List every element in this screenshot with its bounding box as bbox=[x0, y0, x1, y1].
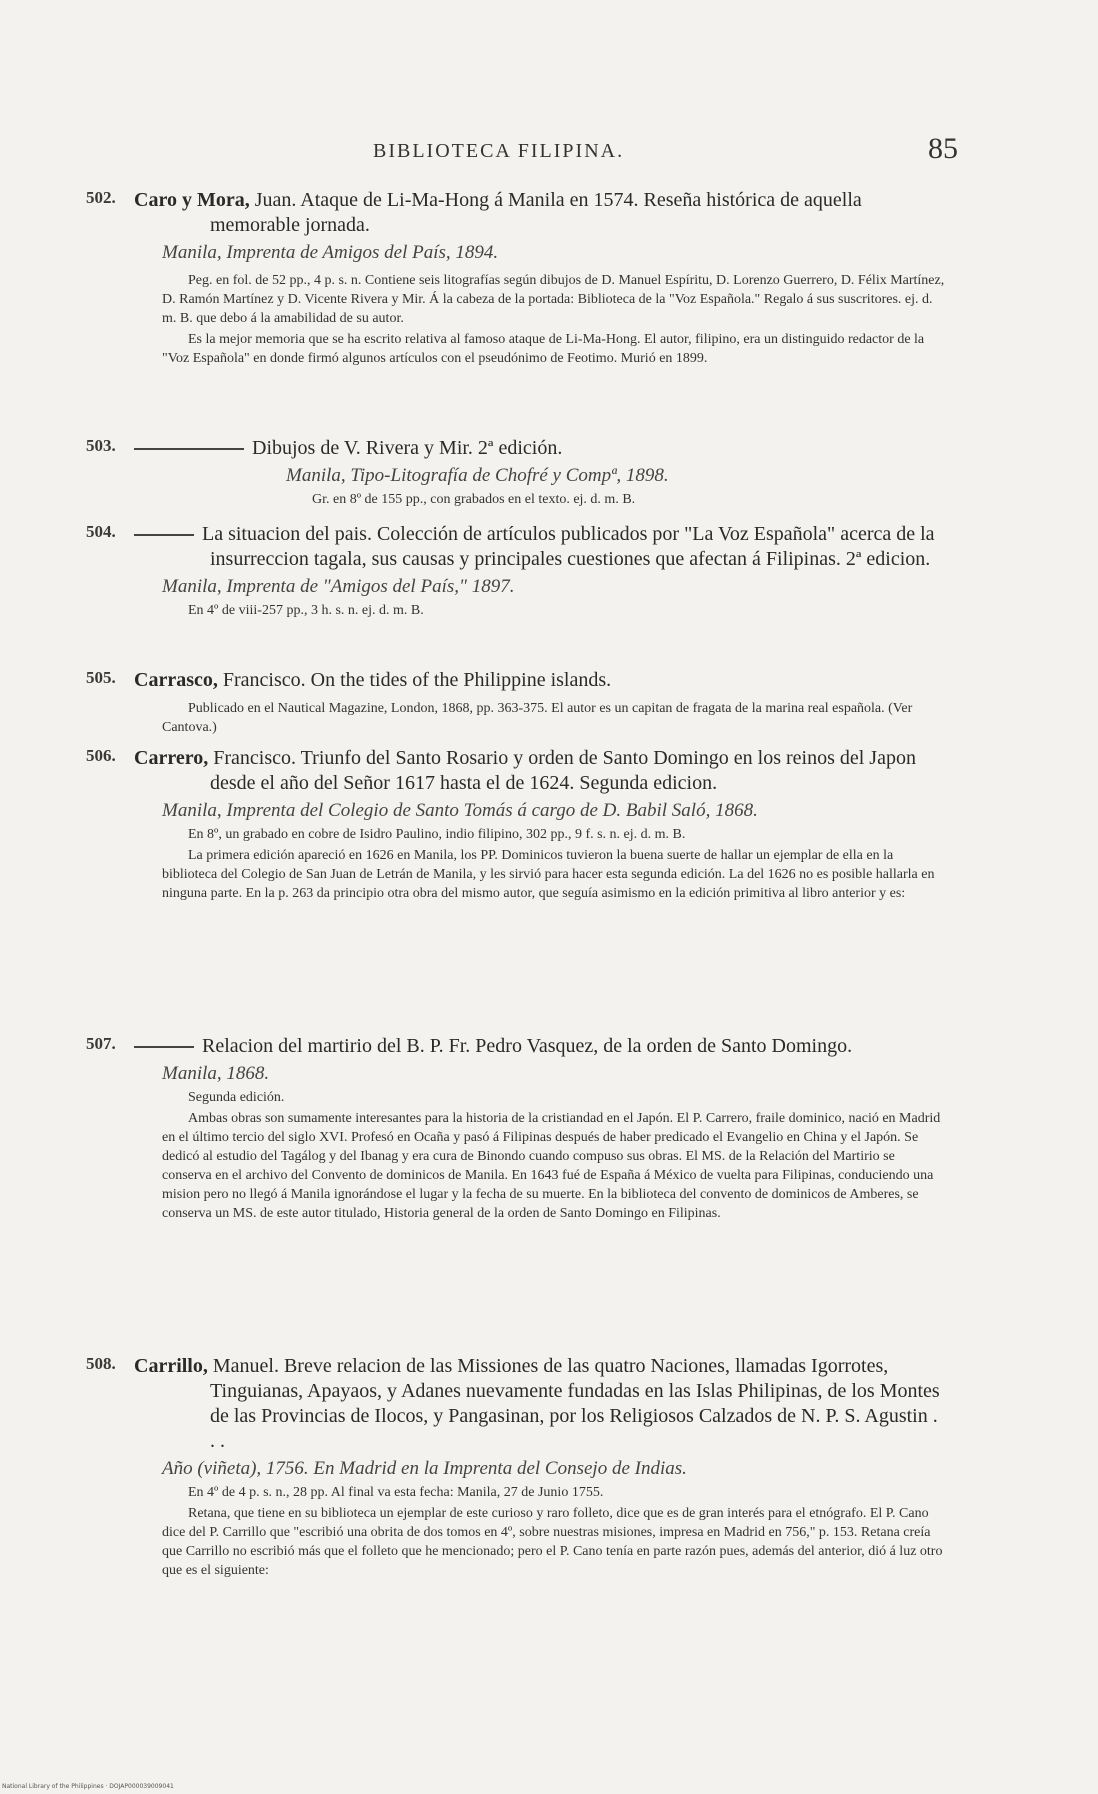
entry-note: Peg. en fol. de 52 pp., 4 p. s. n. Contiene seis litografías según dibujos de D. Manuel Espíritu, D. Lorenzo Guerrero, D. Félix Martínez, D. Ramón Martínez y D. Vicente Rivera y Mir. Á la cabeza de la portada: Biblioteca de la "Voz Española." Regalo á sus suscritores. ej. d. m. B. que debo á la amabilidad de su autor. bbox=[162, 273, 945, 326]
entry-heading bbox=[134, 522, 946, 572]
entry-title: Relacion del martirio del B. P. Fr. Pedro Vasquez, de la orden de Santo Domingo. bbox=[202, 1035, 853, 1057]
ditto-dash bbox=[134, 448, 244, 450]
entry-title: Breve relacion de las Missiones de las quatro Naciones, llamadas Igorrotes, Tinguianas, Apayaos, y Adanes nuevamente fundadas en las Islas Philipinas, de los Montes de las Provincias de Ilocos, y Pangasinan, por los Religiosos Calzados de N. P. S. Agustin . . . bbox=[210, 1355, 940, 1452]
entry-author-given: Francisco. bbox=[208, 747, 296, 769]
ditto-dash bbox=[134, 1046, 194, 1048]
entry-title: La situacion del pais. Colección de artículos publicados por "La Voz Española" acerca de la insurreccion tagala, sus causas y principales cuestiones que afectan á Filipinas. 2ª edicion. bbox=[202, 523, 935, 570]
entry-number: 503. bbox=[86, 436, 116, 455]
entry-heading bbox=[134, 1354, 946, 1454]
scan-credit: National Library of the Philippines · DOJAP000039009041 bbox=[2, 1783, 174, 1790]
ditto-dash bbox=[134, 534, 194, 536]
entry-imprint: Manila, 1868. bbox=[162, 1063, 270, 1084]
entry-heading bbox=[134, 668, 946, 693]
entry-note: Es la mejor memoria que se ha escrito relativa al famoso ataque de Li-Ma-Hong. El autor, filipino, era un distinguido redactor de la "Voz Española" en donde firmó algunos artículos con el pseudónimo de Feotimo. Murió en 1899. bbox=[162, 332, 925, 366]
bibliography-entry bbox=[86, 522, 946, 622]
entry-note: Ambas obras son sumamente interesantes para la historia de la cristiandad en el Japón. El P. Carrero, fraile dominico, nació en Madrid en el último tercio del siglo XVI. Profesó en Ocaña y pasó á Filipinas después de haber predicado el Evangelio en China y el Japón. Se dedicó al estudio del Tagálog y del Ibanag y era cura de Binondo cuando compuso sus obras. El MS. de la Relación del Martirio se conserva en el archivo del Convento de dominicos de Manila. En 1643 fué de España á México de vuelta para Filipinas, conduciendo una mision pero no llegó á Manila ignorándose el lugar y la fecha de su muerte. En la biblioteca del convento de dominicos de Amberes, se conserva un MS. de este autor titulado, Historia general de la orden de Santo Domingo en Filipinas. bbox=[162, 1111, 941, 1221]
bibliography-entry bbox=[86, 1354, 946, 1582]
entry-number: 504. bbox=[86, 522, 116, 541]
entry-number: 507. bbox=[86, 1034, 116, 1053]
entry-heading bbox=[134, 188, 946, 238]
entry-imprint: Manila, Imprenta de "Amigos del País," 1897. bbox=[162, 576, 515, 597]
entry-imprint: Manila, Imprenta del Colegio de Santo Tomás á cargo de D. Babil Saló, 1868. bbox=[162, 800, 758, 821]
entry-author: Carrasco, bbox=[134, 669, 218, 691]
bibliography-entry bbox=[86, 668, 946, 739]
entry-note: Retana, que tiene en su biblioteca un ejemplar de este curioso y raro folleto, dice que es de gran interés para el etnógrafo. El P. Cano dice del P. Carrillo que "escribió una obrita de dos tomos en 4º, sobre nuestras misiones, impresa en Madrid en 756," p. 153. Retana creía que Carrillo no escribió más que el folleto que he mencionado; pero el P. Cano tenía en parte razón pues, además del anterior, dió á luz otro que es el siguiente: bbox=[162, 1506, 943, 1578]
entry-author: Carrero, bbox=[134, 747, 209, 769]
entry-heading bbox=[134, 746, 946, 796]
bibliography-entry bbox=[86, 436, 946, 511]
entry-note: En 4º de 4 p. s. n., 28 pp. Al final va esta fecha: Manila, 27 de Junio 1755. bbox=[188, 1485, 604, 1500]
entry-heading bbox=[134, 436, 946, 461]
bibliography-entry bbox=[86, 188, 946, 370]
entry-number: 505. bbox=[86, 668, 116, 687]
entry-imprint: Manila, Tipo-Litografía de Chofré y Compª, 1898. bbox=[286, 465, 669, 486]
bibliography-entry bbox=[86, 1034, 946, 1225]
entry-author-given: Juan. bbox=[249, 189, 297, 211]
running-title: BIBLIOTECA FILIPINA. bbox=[373, 140, 625, 162]
entry-number: 506. bbox=[86, 746, 116, 765]
entry-number: 508. bbox=[86, 1354, 116, 1373]
bibliography-entry bbox=[86, 746, 946, 905]
entry-title: Triunfo del Santo Rosario y orden de Santo Domingo en los reinos del Japon desde el año del Señor 1617 hasta el de 1624. Segunda edicion. bbox=[210, 747, 916, 794]
entry-imprint: Año (viñeta), 1756. En Madrid en la Imprenta del Consejo de Indias. bbox=[162, 1458, 687, 1479]
entry-author-given: Manuel. bbox=[207, 1355, 279, 1377]
entry-note: En 8º, un grabado en cobre de Isidro Paulino, indio filipino, 302 pp., 9 f. s. n. ej. d. m. B. bbox=[188, 827, 686, 842]
entry-note: Gr. en 8º de 155 pp., con grabados en el texto. ej. d. m. B. bbox=[312, 492, 636, 507]
entry-title: Ataque de Li-Ma-Hong á Manila en 1574. Reseña histórica de aquella memorable jornada. bbox=[210, 189, 862, 236]
entry-author: Caro y Mora, bbox=[134, 189, 250, 211]
entry-heading bbox=[134, 1034, 946, 1059]
entry-note: Segunda edición. bbox=[188, 1090, 285, 1105]
entry-note: En 4º de viii-257 pp., 3 h. s. n. ej. d. m. B. bbox=[188, 603, 424, 618]
entry-number: 502. bbox=[86, 188, 116, 207]
page-number: 85 bbox=[928, 132, 958, 165]
entry-author: Carrillo, bbox=[134, 1355, 208, 1377]
entry-title: On the tides of the Philippine islands. bbox=[310, 669, 612, 691]
entry-title: Dibujos de V. Rivera y Mir. 2ª edición. bbox=[252, 437, 563, 459]
entry-author-given: Francisco. bbox=[217, 669, 306, 691]
entry-note: La primera edición apareció en 1626 en Manila, los PP. Dominicos tuvieron la buena suerte de hallar un ejemplar de ella en la biblioteca del Colegio de San Juan de Letrán de Manila, y les sirvió para hacer esta segunda edición. La del 1626 no es posible hallarla en ninguna parte. En la p. 263 da principio otra obra del mismo autor, que seguía asimismo en la edición primitiva al libro anterior y es: bbox=[162, 848, 935, 901]
entry-note: Publicado en el Nautical Magazine, London, 1868, pp. 363-375. El autor es un capitan de fragata de la marina real española. (Ver Cantova.) bbox=[162, 701, 913, 735]
page-header bbox=[208, 132, 958, 172]
entry-imprint: Manila, Imprenta de Amigos del País, 1894. bbox=[162, 242, 499, 263]
